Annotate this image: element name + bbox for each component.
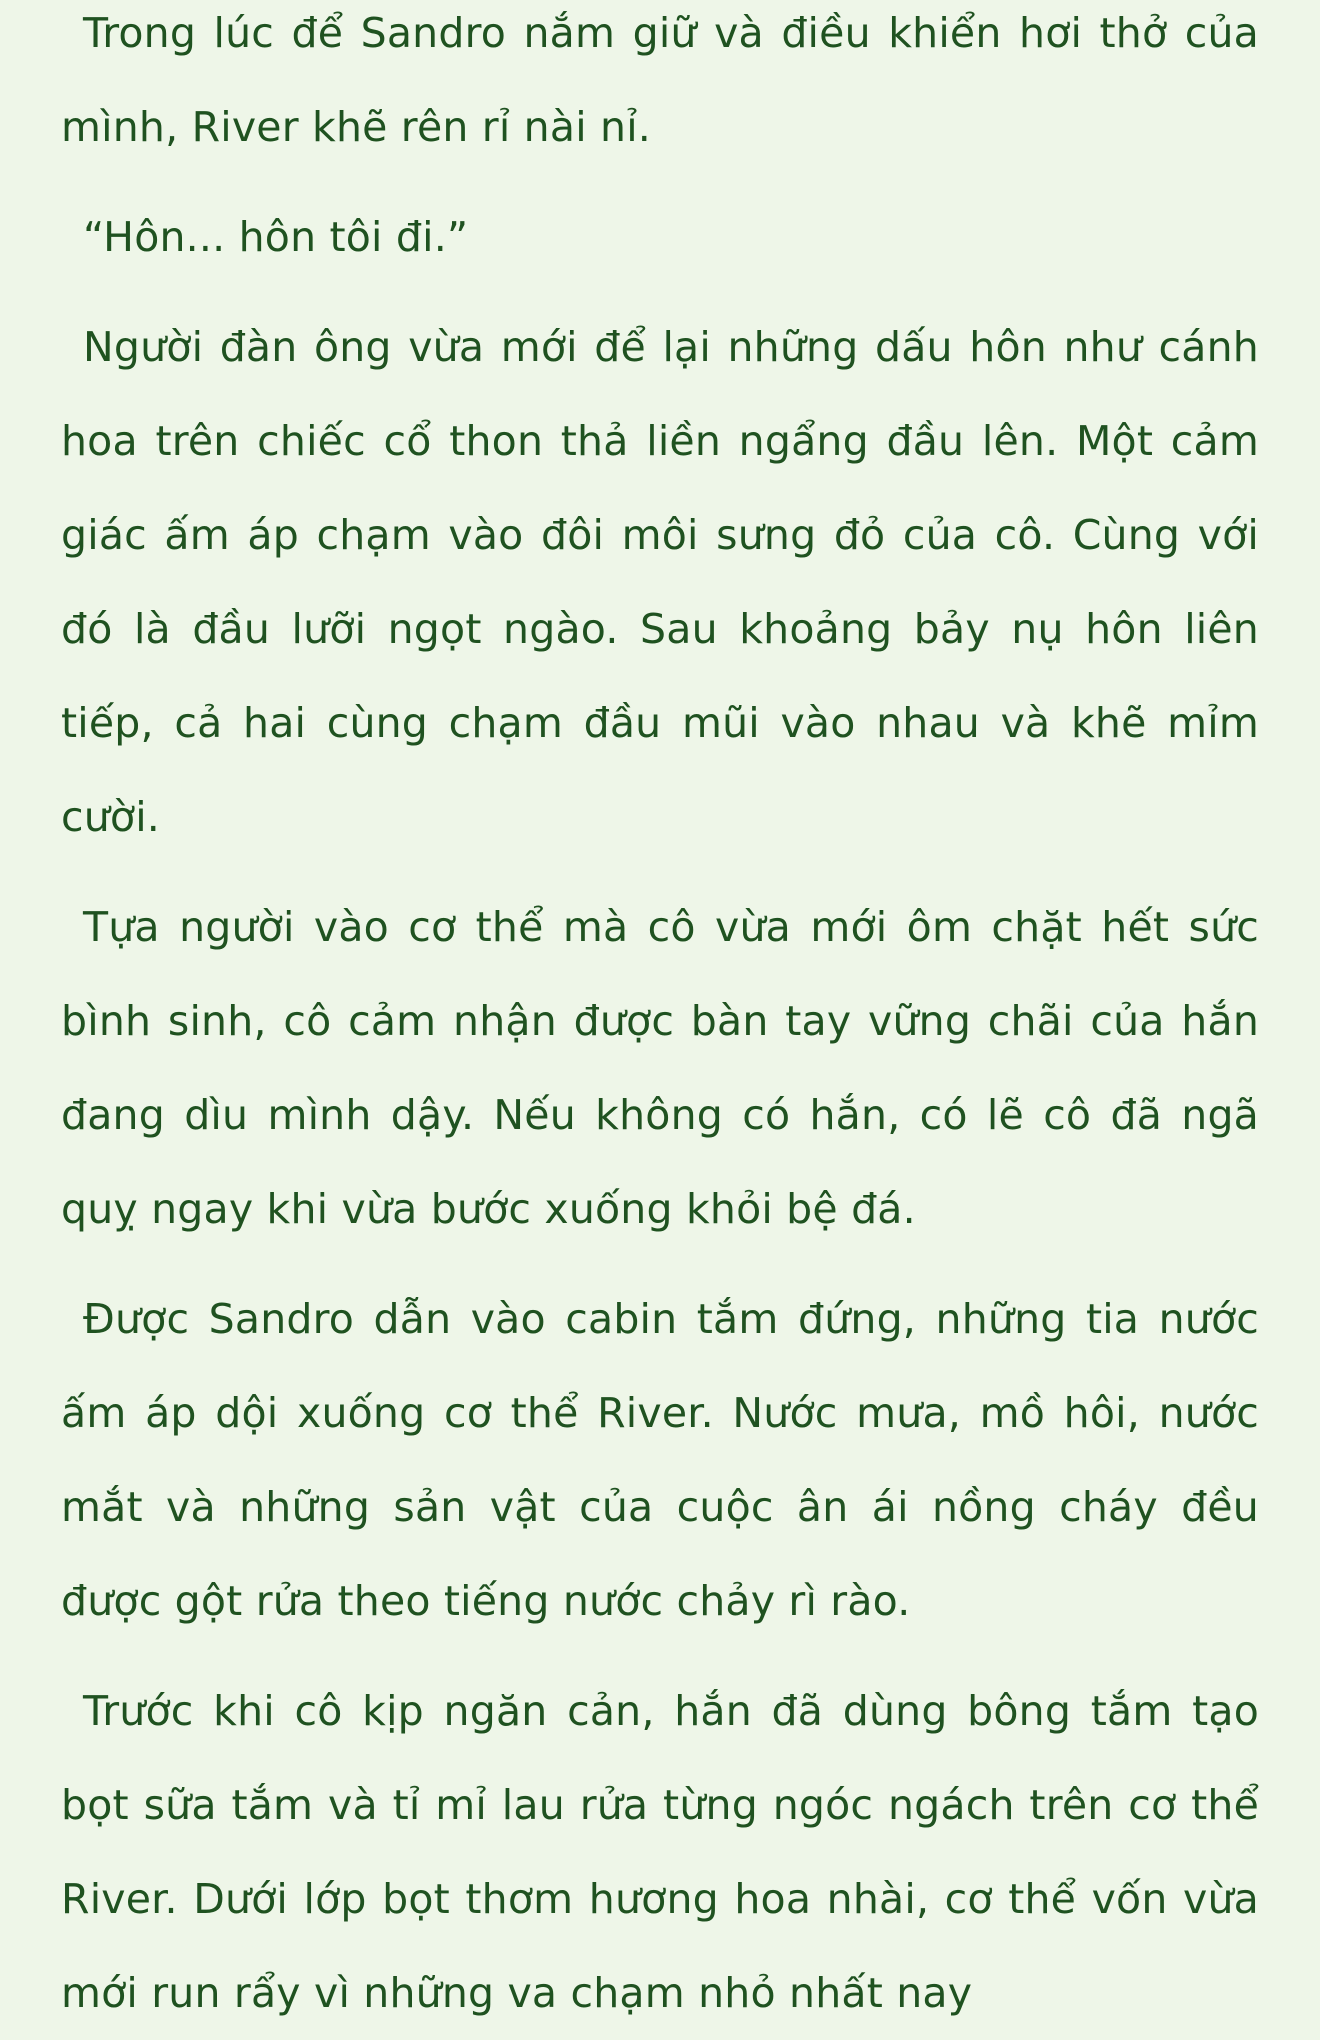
paragraph-1: Trong lúc để Sandro nắm giữ và điều khiển hơi thở của mình, River khẽ rên rỉ nài nỉ. bbox=[61, 9, 1259, 151]
paragraph-6: Trước khi cô kịp ngăn cản, hắn đã dùng bông tắm tạo bọt sữa tắm và tỉ mỉ lau rửa từng ngóc ngách trên cơ thể River. Dưới lớp bọt thơm hương hoa nhài, cơ thể vốn vừa mới run rẩy vì những va chạm nhỏ nhất nay bbox=[61, 1687, 1259, 2017]
paragraph-2: “Hôn... hôn tôi đi.” bbox=[83, 213, 469, 261]
paragraph-5: Được Sandro dẫn vào cabin tắm đứng, những tia nước ấm áp dội xuống cơ thể River. Nước mưa, mồ hôi, nước mắt và những sản vật của cuộc ân ái nồng cháy đều được gột rửa theo tiếng nước chảy rì rào. bbox=[61, 1295, 1259, 1625]
chapter-text bbox=[61, 0, 1259, 2040]
paragraph-3: Người đàn ông vừa mới để lại những dấu hôn như cánh hoa trên chiếc cổ thon thả liền ngẩng đầu lên. Một cảm giác ấm áp chạm vào đôi môi sưng đỏ của cô. Cùng với đó là đầu lưỡi ngọt ngào. Sau khoảng bảy nụ hôn liên tiếp, cả hai cùng chạm đầu mũi vào nhau và khẽ mỉm cười. bbox=[61, 323, 1259, 841]
paragraph-4: Tựa người vào cơ thể mà cô vừa mới ôm chặt hết sức bình sinh, cô cảm nhận được bàn tay vững chãi của hắn đang dìu mình dậy. Nếu không có hắn, có lẽ cô đã ngã quỵ ngay khi vừa bước xuống khỏi bệ đá. bbox=[61, 903, 1259, 1233]
